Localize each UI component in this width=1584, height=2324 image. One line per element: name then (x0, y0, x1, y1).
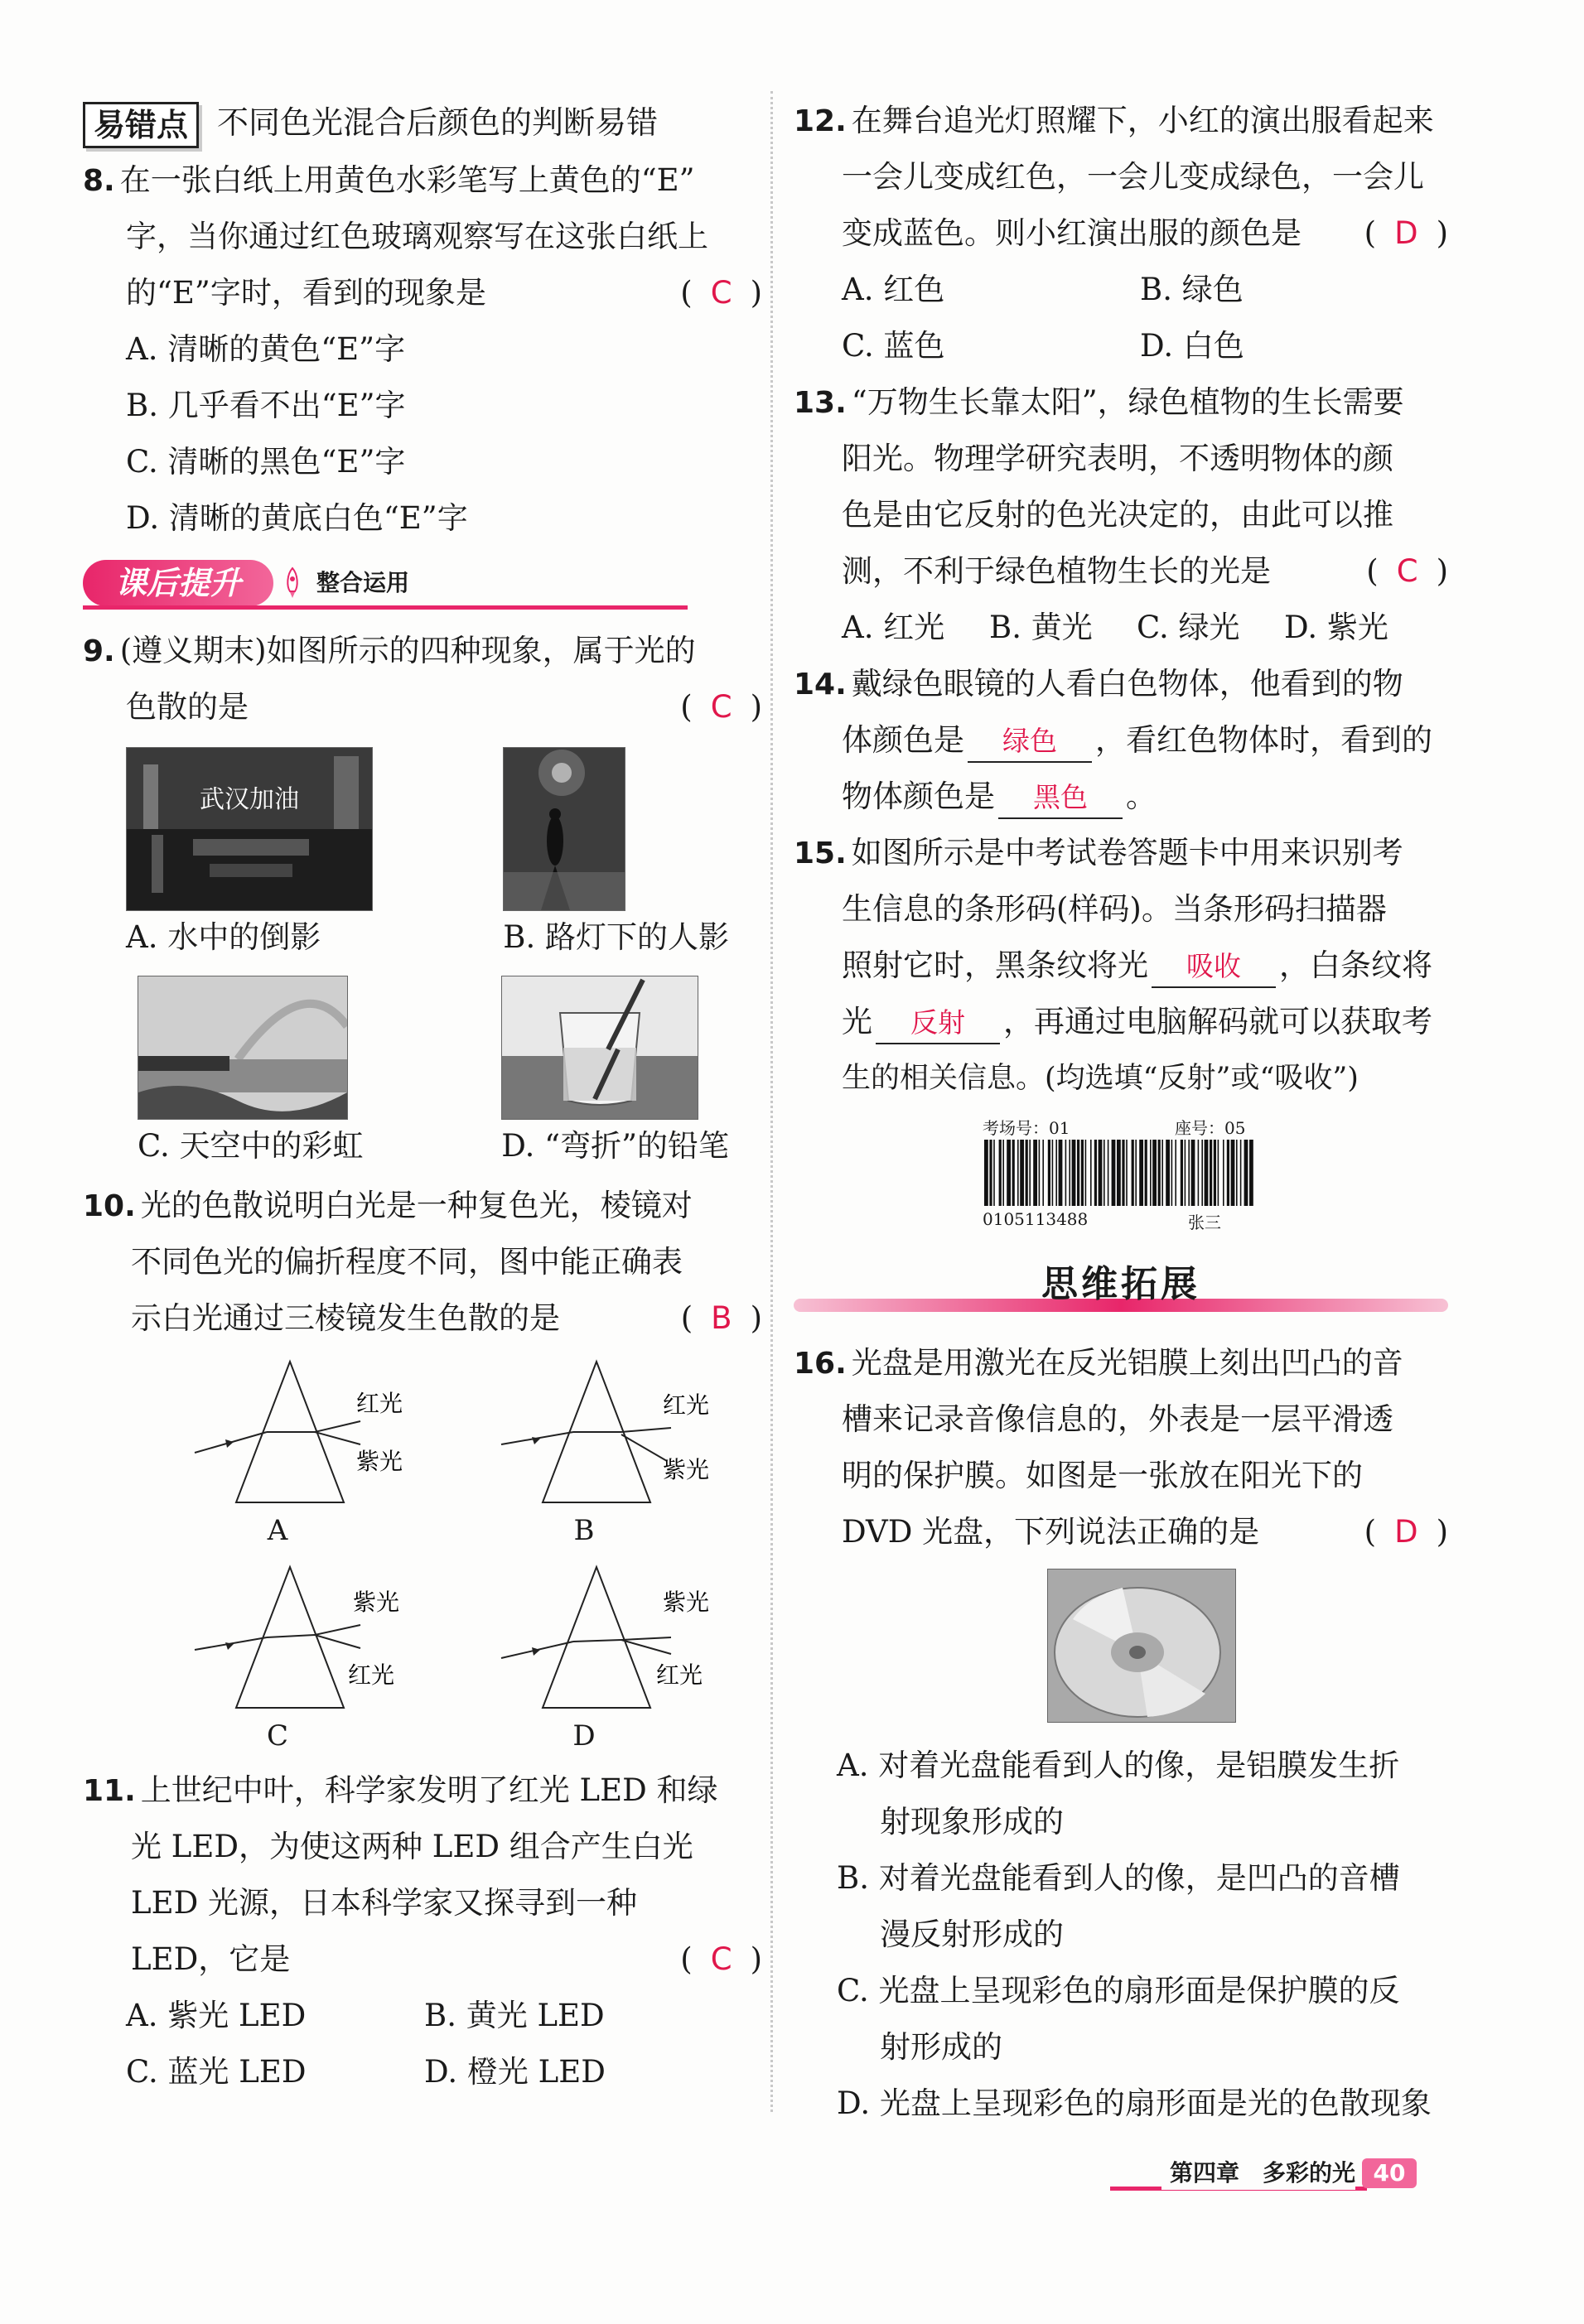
question-text: 字，当你通过红色玻璃观察写在这张白纸上 (126, 219, 708, 254)
option-c: C. 蓝色 (842, 328, 945, 364)
option-a-continued: 射现象形成的 (880, 1804, 1064, 1839)
column-divider (770, 91, 773, 2112)
question-number: 10. (83, 1189, 136, 1223)
question-text: LED，它是 (131, 1941, 291, 1977)
question-text: ，白条纹将 (1279, 947, 1432, 983)
question-15 (794, 825, 1448, 1239)
prism-bottom-label: 紫光 (663, 1456, 710, 1483)
question-14 (794, 656, 1448, 825)
filled-answer: 吸收 (1186, 950, 1241, 982)
filled-answer: 反射 (910, 1006, 965, 1039)
reflection-photo (126, 747, 373, 911)
option-c: C. 蓝光 LED (126, 2054, 307, 2090)
question-text: 光 LED，为使这两种 LED 组合产生白光 (131, 1829, 693, 1864)
answer-box: ( D ) (1364, 1504, 1448, 1560)
question-text: “万物生长靠太阳”，绿色植物的生长需要 (851, 384, 1404, 420)
after-class-banner (83, 552, 762, 615)
answer-box: ( C ) (680, 679, 762, 735)
question-text: LED 光源，日本科学家又探寻到一种 (131, 1885, 638, 1921)
question-9 (83, 623, 762, 1173)
figure-caption: B. 路灯下的人影 (503, 919, 729, 955)
prism-label: C (266, 1719, 288, 1753)
question-number: 12. (794, 104, 847, 138)
answer: C (1396, 553, 1418, 589)
question-text: ，看红色物体时，看到的 (1095, 722, 1432, 758)
barcode (983, 1140, 1256, 1206)
option-b: B. 对着光盘能看到人的像，是凹凸的音槽 (837, 1860, 1400, 1896)
rocket-icon (280, 567, 305, 600)
question-text: 戴绿色眼镜的人看白色物体，他看到的物 (851, 666, 1403, 702)
question-text: 槽来记录音像信息的，外表是一层平滑透 (842, 1401, 1393, 1437)
question-text: 光盘是用激光在反光铝膜上刻出凹凸的音 (851, 1345, 1403, 1381)
option-a: A. 红色 (842, 272, 945, 307)
fill-blank (968, 720, 1092, 763)
prism-diagram-c (157, 1559, 464, 1761)
left-column (83, 93, 762, 2100)
question-text: 生的相关信息。(均选填“反射”或“吸收”) (842, 1062, 1359, 1095)
figure-c (126, 976, 364, 1173)
answer-box: ( D ) (1364, 205, 1448, 262)
banner-title: 思维拓展 (1041, 1263, 1200, 1305)
seat-label: 座号：05 (1175, 1118, 1246, 1138)
banner-underline (83, 605, 688, 610)
prism-diagram-b (464, 1353, 770, 1555)
question-text: 光的色散说明白光是一种复色光，棱镜对 (140, 1188, 693, 1223)
exam-room-label: 考场号：01 (983, 1118, 1070, 1138)
figure-caption: A. 水中的倒影 (126, 919, 321, 955)
answer-box: ( C ) (680, 1931, 762, 1988)
question-text: 色散的是 (126, 689, 249, 725)
page-footer (1110, 2157, 1442, 2198)
barcode-number: 0105113488 (983, 1209, 1089, 1229)
question-text: DVD 光盘，下列说法正确的是 (842, 1514, 1260, 1550)
option-a: A. 紫光 LED (126, 1998, 307, 2033)
chapter-title: 第四章 多彩的光 (1161, 2157, 1355, 2190)
question-number: 11. (83, 1774, 136, 1808)
question-text: 光 (842, 1004, 872, 1039)
option-b: B. 几乎看不出“E”字 (126, 388, 406, 423)
question-text: 体颜色是 (842, 722, 964, 758)
rainbow-photo (138, 976, 348, 1120)
prism-label: A (267, 1514, 288, 1547)
filled-answer: 黑色 (1033, 781, 1088, 813)
prism-bottom-label: 红光 (656, 1661, 703, 1689)
prism-diagram-d (464, 1559, 770, 1761)
fill-blank (1152, 945, 1276, 988)
option-c-continued: 射形成的 (880, 2029, 1002, 2065)
question-text: 明的保护膜。如图是一张放在阳光下的 (842, 1458, 1363, 1493)
prism-bottom-label: 紫光 (356, 1448, 403, 1475)
answer-box: ( C ) (1366, 543, 1448, 600)
question-text: 在舞台追光灯照耀下，小红的演出服看起来 (851, 103, 1434, 138)
option-b: B. 黄光 (989, 610, 1093, 645)
option-d: D. 光盘上呈现彩色的扇形面是光的色散现象 (837, 2085, 1432, 2121)
option-c: C. 清晰的黑色“E”字 (126, 444, 406, 480)
banner-title: 课后提升 (83, 560, 273, 606)
option-a: A. 清晰的黄色“E”字 (126, 331, 406, 367)
prism-label: B (573, 1514, 595, 1547)
question-number: 14. (794, 668, 847, 702)
fill-blank (998, 776, 1123, 819)
page-number: 40 (1362, 2158, 1417, 2188)
banner-subtitle: 整合运用 (316, 569, 410, 596)
option-c: C. 绿光 (1137, 610, 1240, 645)
prism-top-label: 红光 (356, 1390, 403, 1417)
option-d: D. 白色 (1140, 328, 1244, 364)
option-d: D. 紫光 (1284, 610, 1388, 645)
option-b-continued: 漫反射形成的 (880, 1917, 1064, 1952)
error-point-header (83, 93, 762, 152)
question-number: 15. (794, 837, 847, 870)
question-10 (83, 1178, 762, 1761)
question-number: 16. (794, 1347, 847, 1381)
answer: C (710, 275, 732, 311)
option-c: C. 光盘上呈现彩色的扇形面是保护膜的反 (837, 1973, 1400, 2008)
answer: C (710, 1941, 732, 1977)
option-b: B. 黄光 LED (424, 1998, 605, 2033)
answer-box: ( C ) (680, 265, 762, 321)
question-text: 变成蓝色。则小红演出服的颜色是 (842, 215, 1301, 251)
prism-label: D (572, 1719, 596, 1753)
prism-top-label: 紫光 (353, 1589, 400, 1616)
option-d: D. 橙光 LED (424, 2054, 606, 2090)
question-text: 照射它时，黑条纹将光 (842, 947, 1148, 983)
thinking-extension-banner (794, 1256, 1448, 1322)
photo-sign-text: 武汉加油 (200, 785, 299, 814)
question-8 (83, 152, 762, 547)
question-text: (遵义期末)如图所示的四种现象，属于光的 (119, 633, 696, 668)
question-number: 8. (83, 164, 115, 198)
question-text: ，再通过电脑解码就可以获取考 (1003, 1004, 1432, 1039)
question-text: 如图所示是中考试卷答题卡中用来识别考 (851, 835, 1403, 870)
figure-a (126, 747, 373, 964)
question-text: 示白光通过三棱镜发生色散的是 (131, 1300, 560, 1336)
filled-answer: 绿色 (1002, 725, 1057, 757)
prism-diagram-a (157, 1353, 464, 1555)
question-text: 生信息的条形码(样码)。当条形码扫描器 (842, 891, 1387, 927)
figure-d (501, 976, 729, 1173)
fill-blank (876, 1001, 1000, 1044)
question-text: 阳光。物理学研究表明，不透明物体的颜 (842, 441, 1393, 476)
question-text: 在一张白纸上用黄色水彩笔写上黄色的“E” (119, 162, 695, 198)
question-text: 。 (1126, 779, 1157, 814)
question-text: 测，不利于绿色植物生长的光是 (842, 553, 1271, 589)
question-text: 物体颜色是 (842, 779, 995, 814)
prism-top-label: 红光 (663, 1391, 710, 1419)
answer: B (711, 1300, 732, 1336)
pencil-in-water-photo (501, 976, 698, 1120)
question-16 (794, 1335, 1448, 2132)
option-a: A. 红光 (842, 610, 945, 645)
question-text: 一会儿变成红色，一会儿变成绿色，一会儿 (842, 159, 1424, 195)
answer: D (1394, 215, 1418, 251)
dvd-disc-photo (1047, 1569, 1236, 1723)
error-point-title: 不同色光混合后颜色的判断易错 (217, 104, 659, 141)
figure-b (503, 747, 729, 964)
option-b: B. 绿色 (1140, 272, 1244, 307)
answer-box: ( B ) (681, 1290, 762, 1347)
prism-top-label: 紫光 (663, 1589, 710, 1616)
prism-bottom-label: 红光 (348, 1661, 395, 1689)
option-d: D. 清晰的黄底白色“E”字 (126, 500, 468, 536)
figure-caption: C. 天空中的彩虹 (138, 1128, 364, 1164)
question-text: 上世纪中叶，科学家发明了红光 LED 和绿 (140, 1772, 718, 1808)
question-number: 9. (83, 634, 115, 668)
figure-caption: D. “弯折”的铅笔 (501, 1128, 729, 1164)
question-12 (794, 93, 1448, 374)
streetlight-photo (503, 747, 625, 911)
error-point-tag: 易错点 (83, 102, 199, 148)
answer: C (710, 689, 732, 725)
question-text: 的“E”字时，看到的现象是 (126, 275, 486, 311)
barcode-figure (983, 1115, 1256, 1239)
question-text: 不同色光的偏折程度不同，图中能正确表 (131, 1244, 683, 1280)
right-column (794, 93, 1448, 2132)
student-name: 张三 (1188, 1213, 1221, 1232)
question-13 (794, 374, 1448, 656)
question-11 (83, 1762, 762, 2100)
option-a: A. 对着光盘能看到人的像，是铝膜发生折 (837, 1748, 1400, 1783)
question-text: 色是由它反射的色光决定的，由此可以推 (842, 497, 1393, 533)
question-number: 13. (794, 386, 847, 420)
answer: D (1394, 1514, 1418, 1550)
